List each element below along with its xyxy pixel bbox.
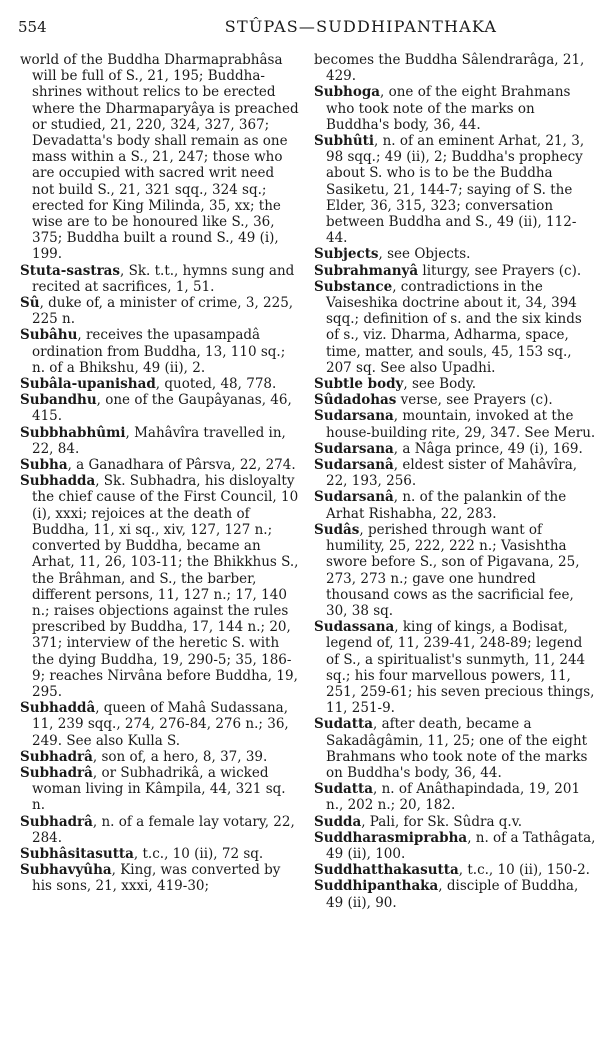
entry-headword: Sûdadohas [314, 392, 397, 409]
entry-headword: Suddhatthakasutta [314, 862, 459, 879]
left-column [20, 52, 300, 895]
index-entry [20, 749, 300, 765]
index-entry [20, 700, 300, 749]
right-column [314, 52, 596, 911]
entry-text: , n. of the palankin of the Arhat Rishabha, 22, 283. [326, 489, 567, 522]
index-entry [314, 52, 596, 84]
entry-text: , perished through want of humility, 25, 222, 222 n.; Vasishtha swore before S., son of Pigavana, 25, 273, 273 n.; gave one hundred thousand cows as the sacrificial fee, 30, 38 sq. [326, 521, 580, 619]
index-entry [20, 846, 300, 862]
entry-headword: Subâla-upanishad [20, 376, 156, 393]
entry-text: , king of kings, a Bodisat, legend of, 11, 239-41, 248-89; legend of S., a spiritualist's sunmyth, 11, 244 sq.; his four marvellous powers, 11, 251, 259-61; his seven precious things, 11, 251-9. [326, 619, 595, 717]
index-entry [314, 441, 596, 457]
index-entry [314, 878, 596, 910]
entry-text: , duke of, a minister of crime, 3, 225, 225 n. [32, 295, 294, 328]
entry-text: , quoted, 48, 778. [155, 376, 277, 393]
entry-text: , t.c., 10 (ii), 72 sq. [133, 845, 264, 862]
entry-text: , son of, a hero, 8, 37, 39. [92, 748, 268, 765]
entry-text: becomes the Buddha Sâlendrarâga, 21, 429. [314, 52, 585, 85]
entry-text: , see Body. [403, 376, 476, 393]
running-head: STÛPAS—SUDDHIPANTHAKA [224, 17, 498, 36]
index-entry [20, 295, 300, 327]
entry-text: liturgy, see Prayers (c). [418, 262, 582, 279]
entry-text: , Sk. Subhadra, his disloyalty the chief cause of the First Council, 10 (i), xxxi; rejoices at the death of Buddha, 11, xi sq., xiv, 127, 127 n.; converted by Buddha, became an Arhat, 11, 26, 103-11; the Bhikkhus S., the Brâhman, and S., the barber, different persons, 11, 127 n.; 17, 140 n.; raises objections against the rules prescribed by Buddha, 17, 144 n.; 20, 371; interview of the heretic S. with the dying Buddha, 19, 290-5; 35, 186-9; reaches Nirvâna before Buddha, 19, 295. [32, 473, 299, 700]
page-header [18, 14, 594, 40]
entry-headword: Subrahmanyâ [314, 262, 419, 279]
index-entry [314, 814, 596, 830]
index-entry [20, 862, 300, 894]
entry-text: , queen of Mahâ Sudassana, 11, 239 sqq., 274, 276-84, 276 n.; 36, 249. See also Kulla S. [32, 700, 289, 749]
entry-text: , a Ganadhara of Pârsva, 22, 274. [67, 457, 296, 474]
entry-text: , n. of an eminent Arhat, 21, 3, 98 sqq.; 49 (ii), 2; Buddha's prophecy about S. who is to be the Buddha Sasiketu, 21, 144-7; saying of S. the Elder, 36, 315, 323; conversation between Buddha and S., 49 (ii), 112-44. [326, 133, 585, 247]
index-entry [314, 376, 596, 392]
entry-text: , Pali, for Sk. Sûdra q.v. [361, 813, 523, 830]
entry-text: , mountain, invoked at the house-building rite, 29, 347. See Meru. [326, 408, 596, 441]
index-entry [314, 392, 596, 408]
entry-headword: Subjects [314, 246, 379, 263]
entry-headword: Sudâs [314, 521, 360, 538]
entry-headword: Sudarsana [314, 440, 394, 457]
entry-headword: Stuta-sastras [20, 262, 121, 279]
entry-headword: Subbhabhûmi [20, 424, 126, 441]
entry-text: , after death, became a Sakadâgâmin, 11, 25; one of the eight Brahmans who took note of the marks on Buddha's body, 36, 44. [326, 716, 588, 781]
entry-headword: Subtle body [314, 376, 404, 393]
entry-headword: Suddharasmiprabha [314, 829, 468, 846]
entry-headword: Subandhu [20, 392, 97, 409]
index-entry [314, 133, 596, 246]
entry-headword: Subha [20, 457, 68, 474]
index-entry [314, 457, 596, 489]
entry-text: , disciple of Buddha, 49 (ii), 90. [326, 878, 579, 911]
entry-headword: Sudatta [314, 781, 373, 798]
index-entry [20, 392, 300, 424]
entry-headword: Subhadrâ [20, 813, 93, 830]
index-entry [314, 862, 596, 878]
index-entry [314, 716, 596, 781]
entry-headword: Sudarsanâ [314, 489, 394, 506]
entry-text: , a Nâga prince, 49 (i), 169. [393, 440, 583, 457]
entry-headword: Subhaddâ [20, 700, 96, 717]
entry-headword: Subhadrâ [20, 748, 93, 765]
entry-text: , t.c., 10 (ii), 150-2. [458, 862, 590, 879]
index-entry [314, 522, 596, 619]
entry-text: , see Objects. [378, 246, 471, 263]
index-entry [314, 84, 596, 133]
entry-headword: Sudda [314, 813, 362, 830]
entry-text: verse, see Prayers (c). [396, 392, 553, 409]
entry-headword: Sudassana [314, 619, 395, 636]
entry-headword: Sû [20, 295, 40, 312]
entry-text: , n. of Anâthapindada, 19, 201 n., 202 n.; 20, 182. [326, 781, 581, 814]
entry-headword: Sudarsana [314, 408, 394, 425]
entry-headword: Subâhu [20, 327, 78, 344]
entry-text: , contradictions in the Vaiseshika doctrine about it, 34, 394 sqq.; definition of s. and the six kinds of s., viz. Dharma, Adharma, space, time, matter, and souls, 45, 153 sq., 207 sq. See also Upadhi. [326, 278, 582, 376]
index-entry [314, 489, 596, 521]
index-entry [20, 814, 300, 846]
entry-text: , n. of a female lay votary, 22, 284. [32, 813, 295, 846]
entry-text: , Sk. t.t., hymns sung and recited at sacrifices, 1, 51. [32, 262, 295, 295]
entry-headword: Subhadrâ [20, 764, 93, 781]
entry-text: , eldest sister of Mahâvîra, 22, 193, 256. [326, 457, 578, 490]
entry-text: , Mahâvîra travelled in, 22, 84. [32, 424, 286, 457]
entry-headword: Subhavyûha [20, 862, 112, 879]
index-entry [314, 408, 596, 440]
entry-text: , n. of a Tathâgata, 49 (ii), 100. [326, 829, 596, 862]
index-entry [20, 52, 300, 263]
index-entry [20, 376, 300, 392]
entry-headword: Sudatta [314, 716, 373, 733]
entry-headword: Subhadda [20, 473, 96, 490]
entry-headword: Subhûti [314, 133, 374, 150]
index-entry [314, 619, 596, 716]
entry-text: , one of the eight Brahmans who took note of the marks on Buddha's body, 36, 44. [326, 84, 571, 133]
index-entry [314, 246, 596, 262]
entry-headword: Sudarsanâ [314, 457, 394, 474]
entry-text: , receives the upasampadâ ordination from Buddha, 13, 110 sq.; n. of a Bhikshu, 49 (ii), 2. [32, 327, 286, 376]
entry-text: , or Subhadrikâ, a wicked woman living in Kâmpila, 44, 321 sq. n. [32, 764, 286, 814]
index-entry [314, 830, 596, 862]
entry-headword: Suddhipanthaka [314, 878, 439, 895]
entry-text: , one of the Gaupâyanas, 46, 415. [32, 392, 292, 425]
index-entry [314, 781, 596, 813]
entry-headword: Subhoga [314, 84, 381, 101]
index-entry [20, 263, 300, 295]
index-entry [20, 473, 300, 700]
index-entry [314, 279, 596, 376]
index-entry [20, 765, 300, 814]
entry-headword: Substance [314, 278, 393, 295]
entry-text: world of the Buddha Dharmaprabhâsa will be full of S., 21, 195; Buddha-shrines without relics to be erected where the Dharmaparyâya is preached or studied, 21, 220, 324, 327, 367; Devadatta's body shall remain as one mass within a S., 21, 247; those who are occupied with sacred writ need not build S., 21, 321 sqq., 324 sq.; erected for King Milinda, 35, xx; the wise are to be honoured like S., 36, 375; Buddha built a round S., 49 (i), 199. [20, 52, 299, 263]
index-entry [20, 327, 300, 376]
entry-headword: Subhâsitasutta [20, 845, 134, 862]
page-number: 554 [18, 18, 47, 36]
index-entry [314, 263, 596, 279]
index-entry [20, 425, 300, 457]
entry-text: , King, was converted by his sons, 21, xxxi, 419-30; [32, 862, 281, 895]
index-entry [20, 457, 300, 473]
